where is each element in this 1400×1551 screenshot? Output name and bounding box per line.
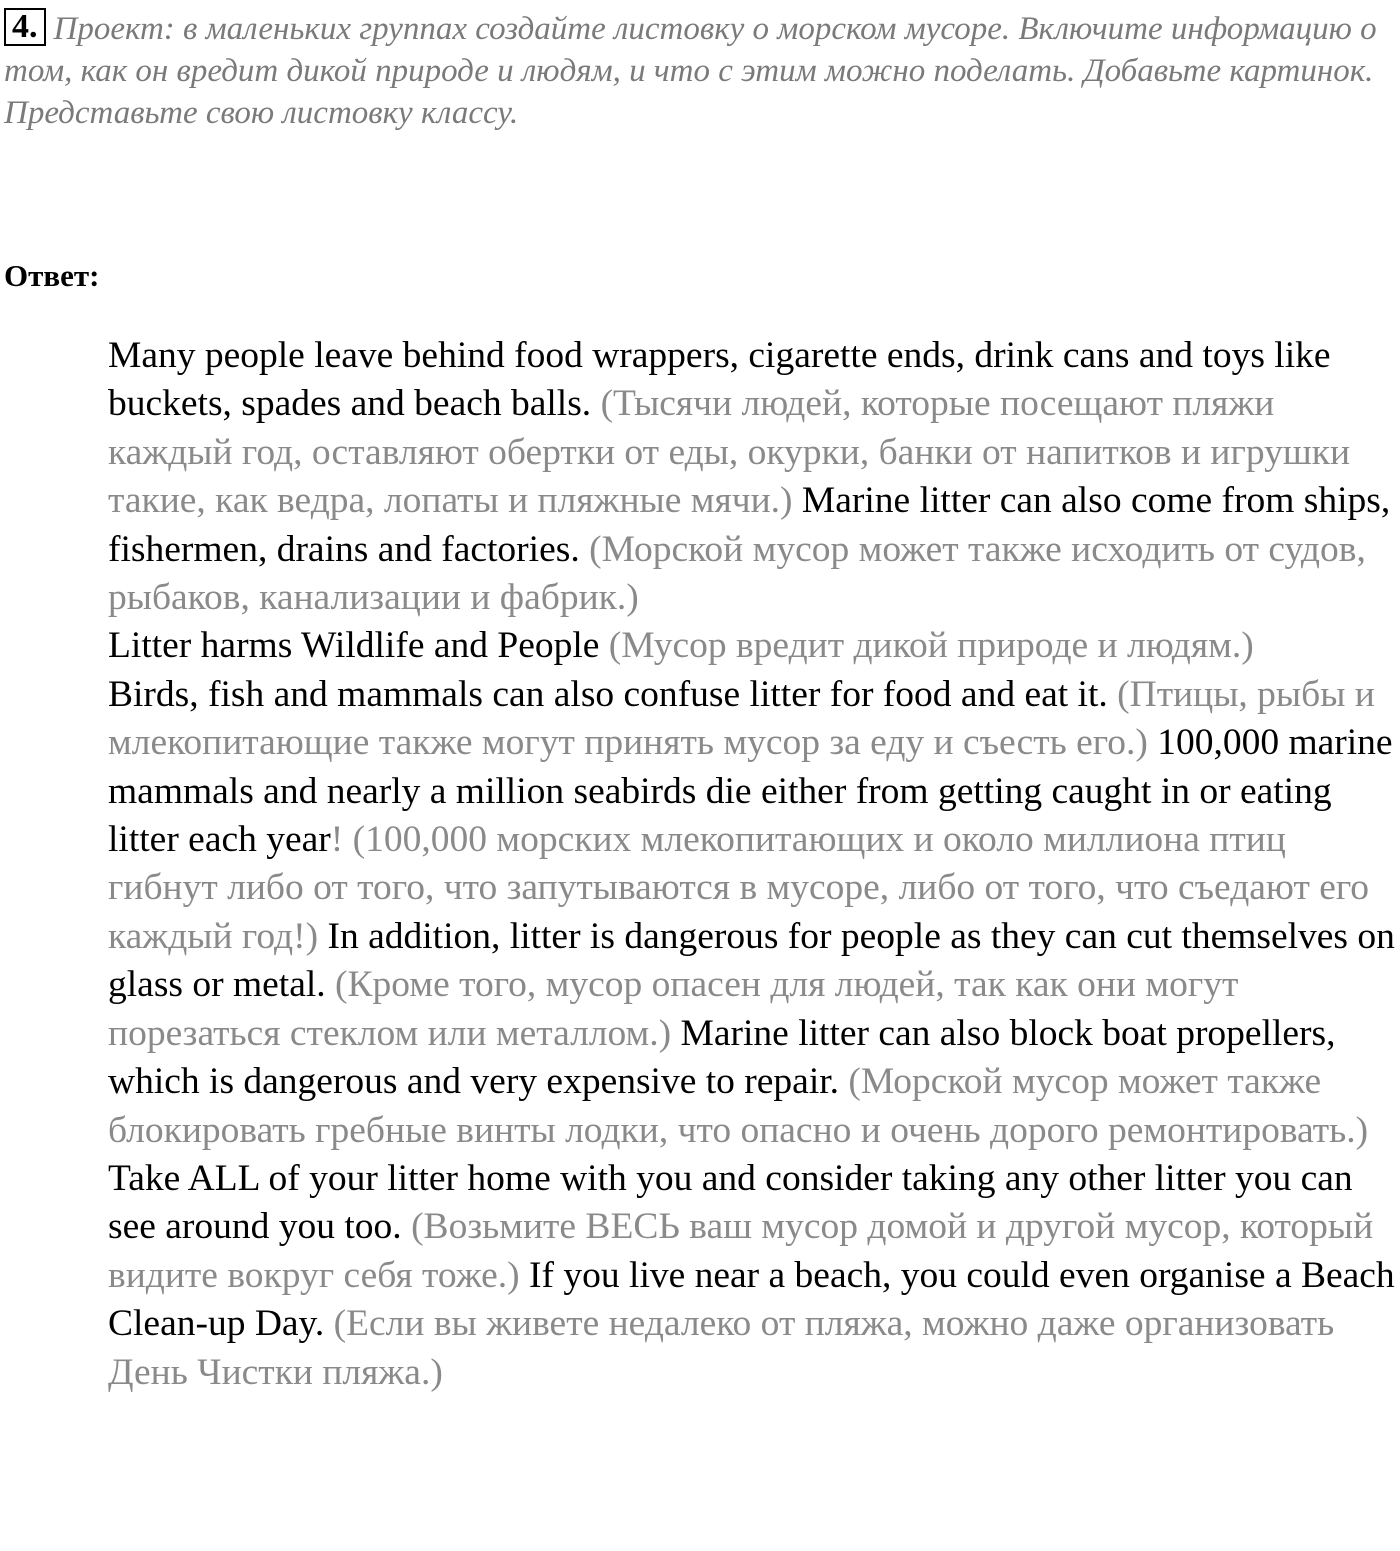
russian-translation: (Возьмите ВЕСЬ ваш мусор домой и другой мусор, который видите вокруг себя тоже.) bbox=[108, 1206, 1374, 1296]
english-text: Marine litter can also block boat propellers, which is dangerous and very expensive to repair. bbox=[108, 1012, 1336, 1103]
russian-translation: ! (100,000 морских млекопитающих и около миллиона птиц гибнут либо от того, что запутываются в мусоре, либо от того, что съедают его каждый год!) bbox=[108, 819, 1370, 957]
english-heading: Litter harms Wildlife and People bbox=[108, 625, 609, 667]
answer-paragraph bbox=[108, 671, 1400, 1155]
english-text: Many people leave behind food wrappers, cigarette ends, drink cans and toys like buckets, spades and beach balls. bbox=[108, 335, 1331, 425]
russian-translation: (Кроме того, мусор опасен для людей, так как они могут порезаться стеклом или металлом.) bbox=[108, 964, 1239, 1054]
english-text: Take ALL of your litter home with you and consider taking any other litter you can see around you too. bbox=[108, 1157, 1353, 1248]
answer-paragraph bbox=[108, 622, 1400, 670]
answer-paragraph bbox=[108, 1155, 1400, 1397]
answer-label: Ответ: bbox=[4, 258, 100, 293]
english-text: Marine litter can also come from ships, fishermen, drains and factories. bbox=[108, 480, 1391, 570]
english-text: In addition, litter is dangerous for people as they can cut themselves on glass or metal. bbox=[108, 915, 1395, 1006]
russian-translation: (Птицы, рыбы и млекопитающие также могут принять мусор за еду и съесть его.) bbox=[108, 673, 1375, 764]
english-text: Birds, fish and mammals can also confuse litter for food and eat it. bbox=[108, 673, 1118, 715]
english-text: If you live near a beach, you could even organise a Beach Clean-up Day. bbox=[108, 1254, 1395, 1345]
task-text: Проект: в маленьких группах создайте листовку о морском мусоре. Включите информацию о том, как он вредит дикой природе и людям, и что с этим можно поделать. Добавьте картинок. Представьте свою листовку классу. bbox=[4, 11, 1377, 131]
russian-translation: (Тысячи людей, которые посещают пляжи каждый год, оставляют обертки от еды, окурки, банки от напитков и игрушки такие, как ведра, лопаты и пляжные мячи.) bbox=[108, 383, 1351, 522]
english-text: 100,000 marine mammals and nearly a million seabirds die either from getting caught in or eating litter each year bbox=[108, 722, 1393, 861]
russian-translation: (Мусор вредит дикой природе и людям.) bbox=[608, 625, 1254, 667]
task-block bbox=[4, 8, 1394, 134]
russian-translation: (Если вы живете недалеко от пляжа, можно даже организовать День Чистки пляжа.) bbox=[108, 1303, 1335, 1393]
answer-paragraph bbox=[108, 332, 1400, 622]
russian-translation: (Морской мусор может также блокировать гребные винты лодки, что опасно и очень дорого ремонтировать.) bbox=[108, 1061, 1369, 1151]
answer-body bbox=[108, 332, 1400, 1397]
russian-translation: (Морской мусор может также исходить от судов, рыбаков, канализации и фабрик.) bbox=[108, 528, 1366, 619]
task-number: 4. bbox=[4, 8, 46, 46]
